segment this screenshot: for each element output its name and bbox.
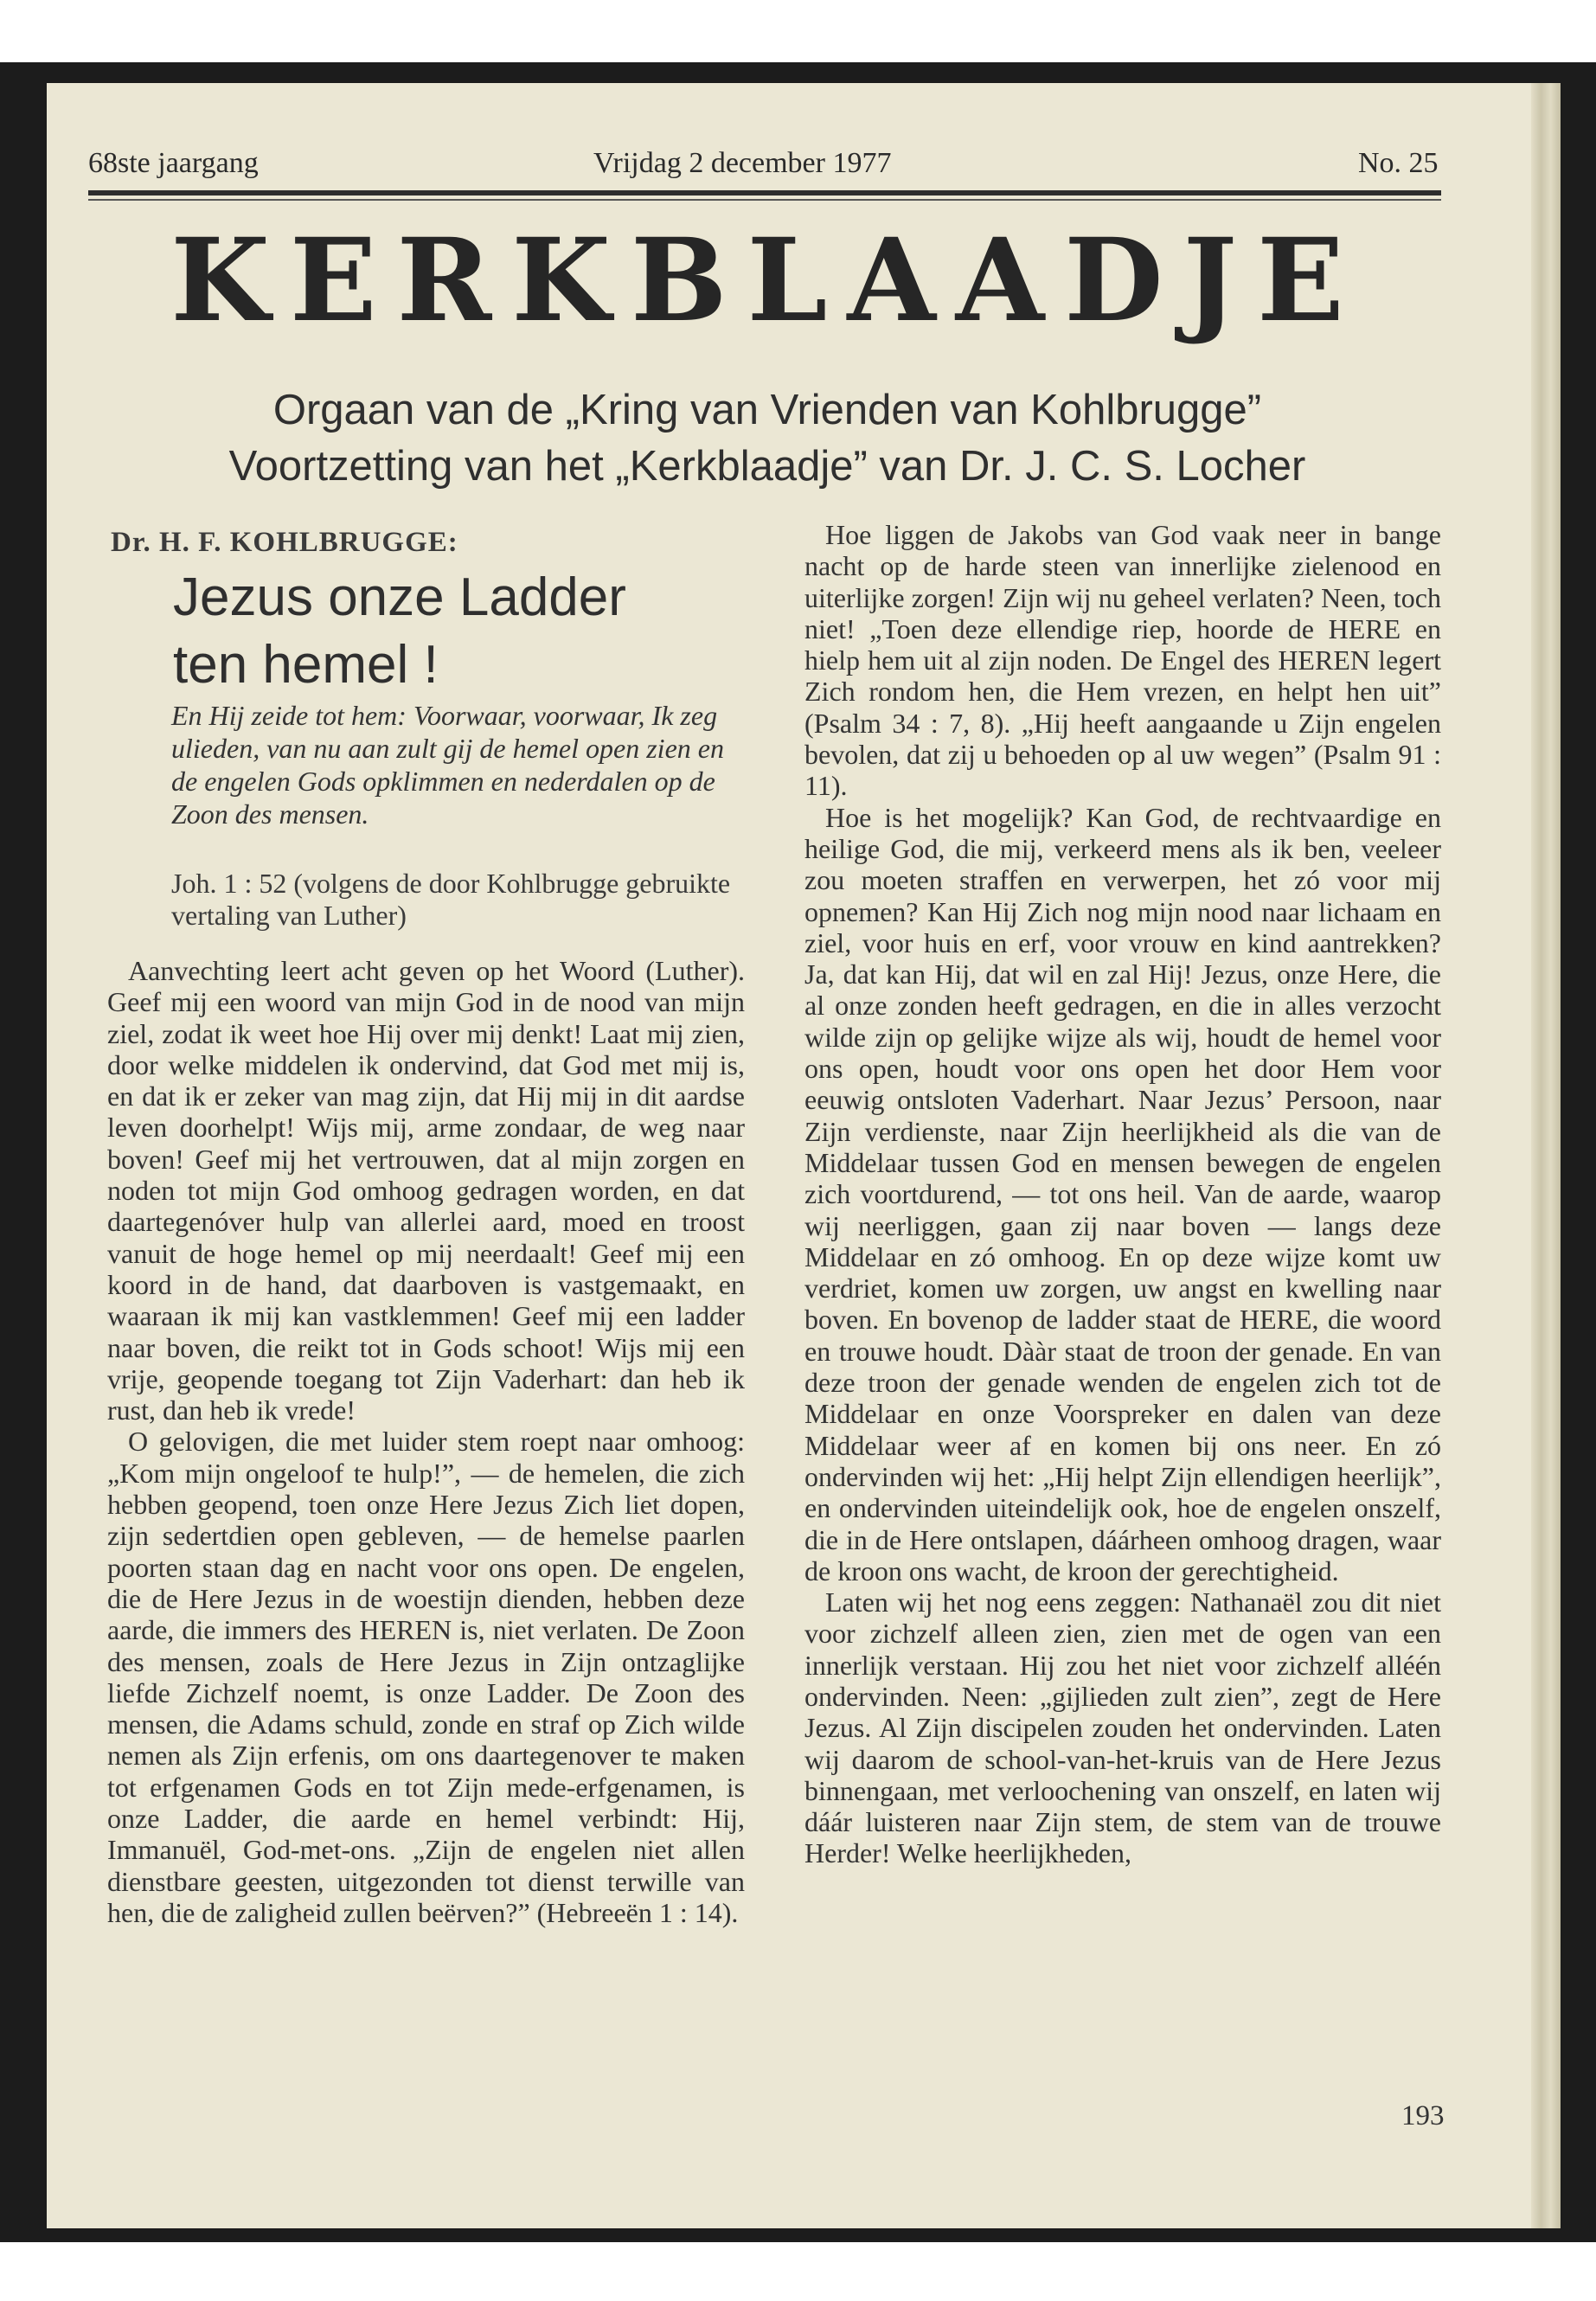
scripture-text: En Hij zeide tot hem: Voorwaar, voorwaar, Ik zeg ulieden, van nu aan zult gij de hemel open zien en de engelen Gods opklimmen en nederdalen op de Zoon des mensen.	[171, 700, 724, 830]
issue-number: No. 25	[1358, 147, 1439, 179]
article-title	[173, 564, 779, 699]
volume-label: 68ste jaargang	[88, 147, 259, 179]
scripture-quote	[171, 699, 747, 830]
masthead-continuation: Voortzetting van het „Kerkblaadje” van Dr. J. C. S. Locher	[228, 443, 1306, 490]
paragraph: Aanvechting leert acht geven op het Woord (Luther). Geef mij een woord van mijn God in de nood van mijn ziel, zodat ik weet hoe Hij over mij denkt! Laat mij zien, door welke middelen ik ondervind, dat God met mij is, en dat ik er zeker van mag zijn, dat Hij mij in dit aardse leven doorhelpt! Wijs mij, arme zondaar, de weg naar boven! Geef mij het vertrouwen, dat al mijn zorgen en noden tot mijn God omhoog gedragen worden, en dat daartegenóver hulp van allerlei aard, moed en troost vanuit de hoge hemel op mij neerdaalt! Geef mij een koord in de hand, dat daarboven is vastgemaakt, en waaraan ik mij kan vastklemmen! Geef mij een ladder naar boven, die reikt tot in Gods schoot! Wijs mij een vrije, geopende toegang tot Zijn Vaderhart: dan heb ik rust, dan heb ik vrede!	[107, 955, 745, 1426]
left-column	[107, 955, 745, 1928]
page-edge	[1531, 83, 1561, 2228]
article-author: Dr. H. F. KOHLBRUGGE:	[111, 527, 458, 558]
scripture-reference: Joh. 1 : 52 (volgens de door Kohlbrugge gebruikte vertaling van Luther)	[171, 868, 731, 931]
paragraph: Hoe liggen de Jakobs van God vaak neer in bange nacht op de harde steen van innerlijke zielenood en uiterlijke zorgen! Zijn wij nu geheel verlaten? Neen, toch niet! „Toen deze ellendige riep, hoorde de HERE en hielp hem uit al zijn noden. De Engel des HEREN legert Zich rondom hen, die Hem vrezen, en helpt hen uit” (Psalm 34 : 7, 8). „Hij heeft aangaande u Zijn engelen bevolen, dat zij u behoeden op al uw wegen” (Psalm 91 : 11).	[804, 519, 1441, 802]
paragraph: Laten wij het nog eens zeggen: Nathanaël zou dit niet voor zichzelf alleen zien, zien met de ogen van een innerlijk verstaan. Hij zou het niet voor zichzelf alléén ondervinden. Neen: „gijlieden zult zien”, zegt de Here Jezus. Al Zijn discipelen zouden het ondervinden. Laten wij daarom de school-van-het-kruis van de Here Jezus binnengaan, met verloochening van onszelf, en laten wij dáár luisteren naar Zijn stem, de stem van de trouwe Herder! Welke heerlijkheden,	[804, 1586, 1441, 1869]
header-rule-thin	[88, 199, 1441, 201]
paragraph: O gelovigen, die met luider stem roept naar omhoog: „Kom mijn ongeloof te hulp!”, — de hemelen, die zich hebben geopend, toen onze Here Jezus Zich liet dopen, zijn sedertdien open gebleven, — de hemelse paarlen poorten staan dag en nacht voor ons open. De engelen, die de Here Jezus in de woestijn dienden, hebben deze aarde, die immers des HEREN is, niet verlaten. De Zoon des mensen, zoals de Here Jezus in Zijn ontzaglijke liefde Zichzelf noemt, is onze Ladder. De Zoon des mensen, die Adams schuld, zonde en straf op Zich wilde nemen als Zijn erfenis, om ons daartegenover te maken tot erfgenamen Gods en tot Zijn mede-erfgenamen, is onze Ladder, die aarde en hemel verbindt: Hij, Immanuël, God-met-ons. „Zijn de engelen niet allen dienstbare geesten, uitgezonden tot dienst terwille van hen, die de zaligheid zullen beërven?” (Hebreeën 1 : 14).	[107, 1426, 745, 1928]
header-rule	[88, 190, 1441, 195]
article-title-line2: ten hemel !	[173, 635, 439, 695]
masthead-title: KERKBLAADJE	[170, 214, 1364, 348]
paragraph: Hoe is het mogelijk? Kan God, de rechtvaardige en heilige God, die mij, verkeerd mens als ik ben, veeleer zou moeten straffen en verwerpen, het zó voor mij opnemen? Kan Hij Zich nog mijn nood naar lichaam en ziel, voor huis en erf, voor vrouw en kind aantrekken? Ja, dat kan Hij, dat wil en zal Hij! Jezus, onze Here, die al onze zonden heeft gedragen, en die in alles verzocht wilde zijn op gelijke wijze als wij, houdt de hemel voor ons open, houdt voor ons open het door Hem voor eeuwig ontsloten Vaderhart. Naar Jezus’ Persoon, naar Zijn verdienste, naar Zijn heerlijkheid als die van de Middelaar tussen God en mensen bewegen de engelen zich voortdurend, — tot ons heil. Van de aarde, waarop wij neerliggen, gaan zij naar boven — langs deze Middelaar en zó omhoog. En op deze wijze komt uw verdriet, komen uw zorgen, uw angst en kwelling naar boven. En bovenop de ladder staat de HERE, die woord en trouwe houdt. Dààr staat de troon der genade. En van deze troon der genade wenden de engelen zich tot de Middelaar en onze Voorspreker en dalen van deze Middelaar weer af en komen bij ons neer. En zó ondervinden wij het: „Hij helpt Zijn ellendigen heerlijk”, en ondervinden uiteindelijk ook, hoe de engelen onszelf, die in de Here ontslapen, dáárheen omhoog dragen, waar de kroon ons wacht, de kroon der gerechtigheid.	[804, 801, 1441, 1586]
issue-date: Vrijdag 2 december 1977	[593, 147, 892, 179]
article-title-line1: Jezus onze Ladder	[173, 567, 626, 627]
masthead-subtitle: Orgaan van de „Kring van Vrienden van Kohlbrugge”	[272, 387, 1262, 433]
page-number: 193	[1401, 2100, 1445, 2131]
right-column	[804, 519, 1441, 1869]
